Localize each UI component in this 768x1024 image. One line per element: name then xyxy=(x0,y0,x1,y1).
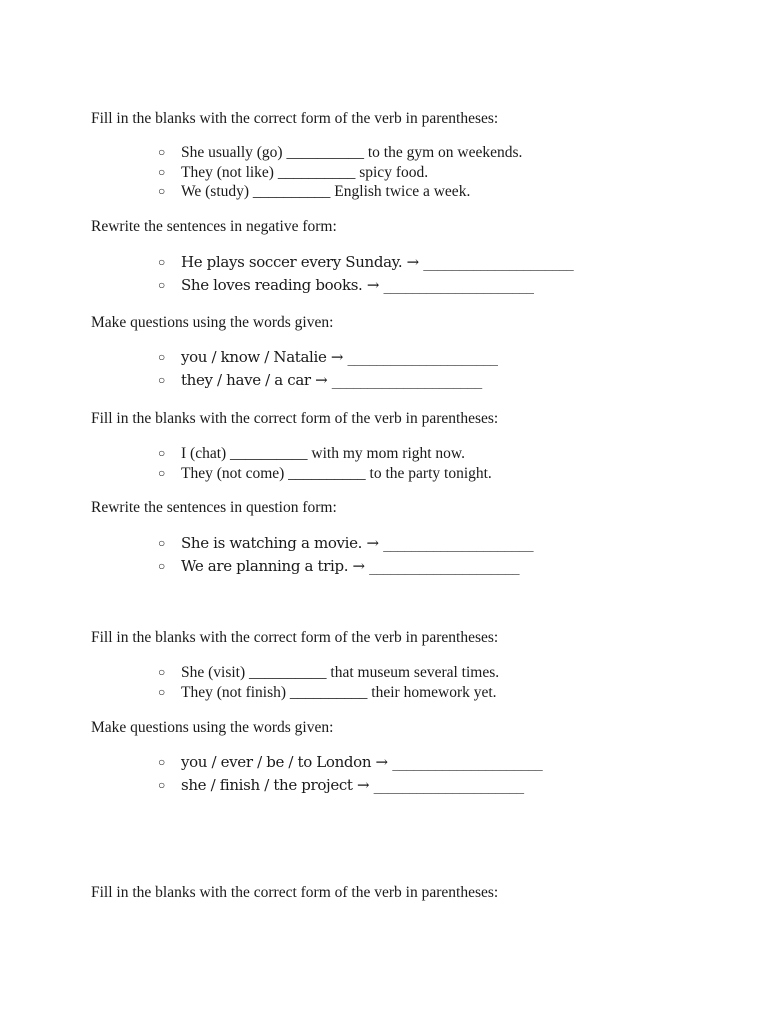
exercise-text: She is watching a movie. → _____________________ xyxy=(181,534,534,552)
list-item xyxy=(158,143,522,163)
exercise-text: She loves reading books. → _____________________ xyxy=(181,276,534,294)
exercise-text: you / ever / be / to London → _____________________ xyxy=(181,753,543,771)
bullet-icon: ○ xyxy=(158,684,166,699)
exercise-text: I (chat) __________ with my mom right now. xyxy=(181,445,465,462)
list-item xyxy=(158,751,542,774)
section-heading: Fill in the blanks with the correct form of the verb in parentheses: xyxy=(91,629,499,646)
exercise-list xyxy=(158,251,573,297)
exercise-text: She usually (go) __________ to the gym on weekends. xyxy=(181,144,523,161)
list-item xyxy=(158,683,499,703)
bullet-icon: ○ xyxy=(158,373,166,387)
list-item xyxy=(158,555,533,578)
list-item xyxy=(158,251,573,274)
exercise-list xyxy=(158,346,498,392)
bullet-icon: ○ xyxy=(158,350,166,364)
section-heading: Rewrite the sentences in question form: xyxy=(91,499,337,516)
bullet-icon: ○ xyxy=(158,145,166,159)
exercise-text: you / know / Natalie → _____________________ xyxy=(181,348,498,366)
bullet-icon: ○ xyxy=(158,446,166,460)
list-item xyxy=(158,369,498,392)
bullet-icon: ○ xyxy=(158,184,166,198)
exercise-list xyxy=(158,663,499,702)
exercise-list xyxy=(158,532,533,578)
exercise-text: they / have / a car → _____________________ xyxy=(181,371,482,389)
section-heading: Fill in the blanks with the correct form of the verb in parentheses: xyxy=(91,884,499,901)
list-item xyxy=(158,464,492,484)
exercise-list xyxy=(158,143,522,202)
list-item xyxy=(158,532,533,555)
bullet-icon: ○ xyxy=(158,278,166,292)
exercise-text: We (study) __________ English twice a week. xyxy=(181,183,471,200)
exercise-list xyxy=(158,751,542,797)
list-item xyxy=(158,182,522,202)
bullet-icon: ○ xyxy=(158,755,166,769)
bullet-icon: ○ xyxy=(158,465,166,480)
bullet-icon: ○ xyxy=(158,665,166,679)
list-item xyxy=(158,663,499,683)
bullet-icon: ○ xyxy=(158,255,166,269)
exercise-list xyxy=(158,444,492,483)
list-item xyxy=(158,774,542,797)
exercise-text: We are planning a trip. → _____________________ xyxy=(181,557,520,575)
exercise-text: He plays soccer every Sunday. → _____________________ xyxy=(181,253,574,271)
bullet-icon: ○ xyxy=(158,536,166,550)
list-item xyxy=(158,274,573,297)
bullet-icon: ○ xyxy=(158,559,166,573)
section-heading: Fill in the blanks with the correct form of the verb in parentheses: xyxy=(91,110,499,127)
bullet-icon: ○ xyxy=(158,778,166,792)
section-heading: Fill in the blanks with the correct form of the verb in parentheses: xyxy=(91,410,499,427)
exercise-text: They (not like) __________ spicy food. xyxy=(181,163,429,181)
list-item xyxy=(158,163,522,183)
exercise-text: She (visit) __________ that museum several times. xyxy=(181,664,500,681)
exercise-text: she / finish / the project → _____________________ xyxy=(181,776,524,794)
list-item xyxy=(158,346,498,369)
section-heading: Rewrite the sentences in negative form: xyxy=(91,218,337,235)
bullet-icon: ○ xyxy=(158,164,166,179)
exercise-text: They (not come) __________ to the party tonight. xyxy=(181,464,492,482)
section-heading: Make questions using the words given: xyxy=(91,719,334,736)
exercise-text: They (not finish) __________ their homework yet. xyxy=(181,683,497,701)
section-heading: Make questions using the words given: xyxy=(91,314,334,331)
list-item xyxy=(158,444,492,464)
